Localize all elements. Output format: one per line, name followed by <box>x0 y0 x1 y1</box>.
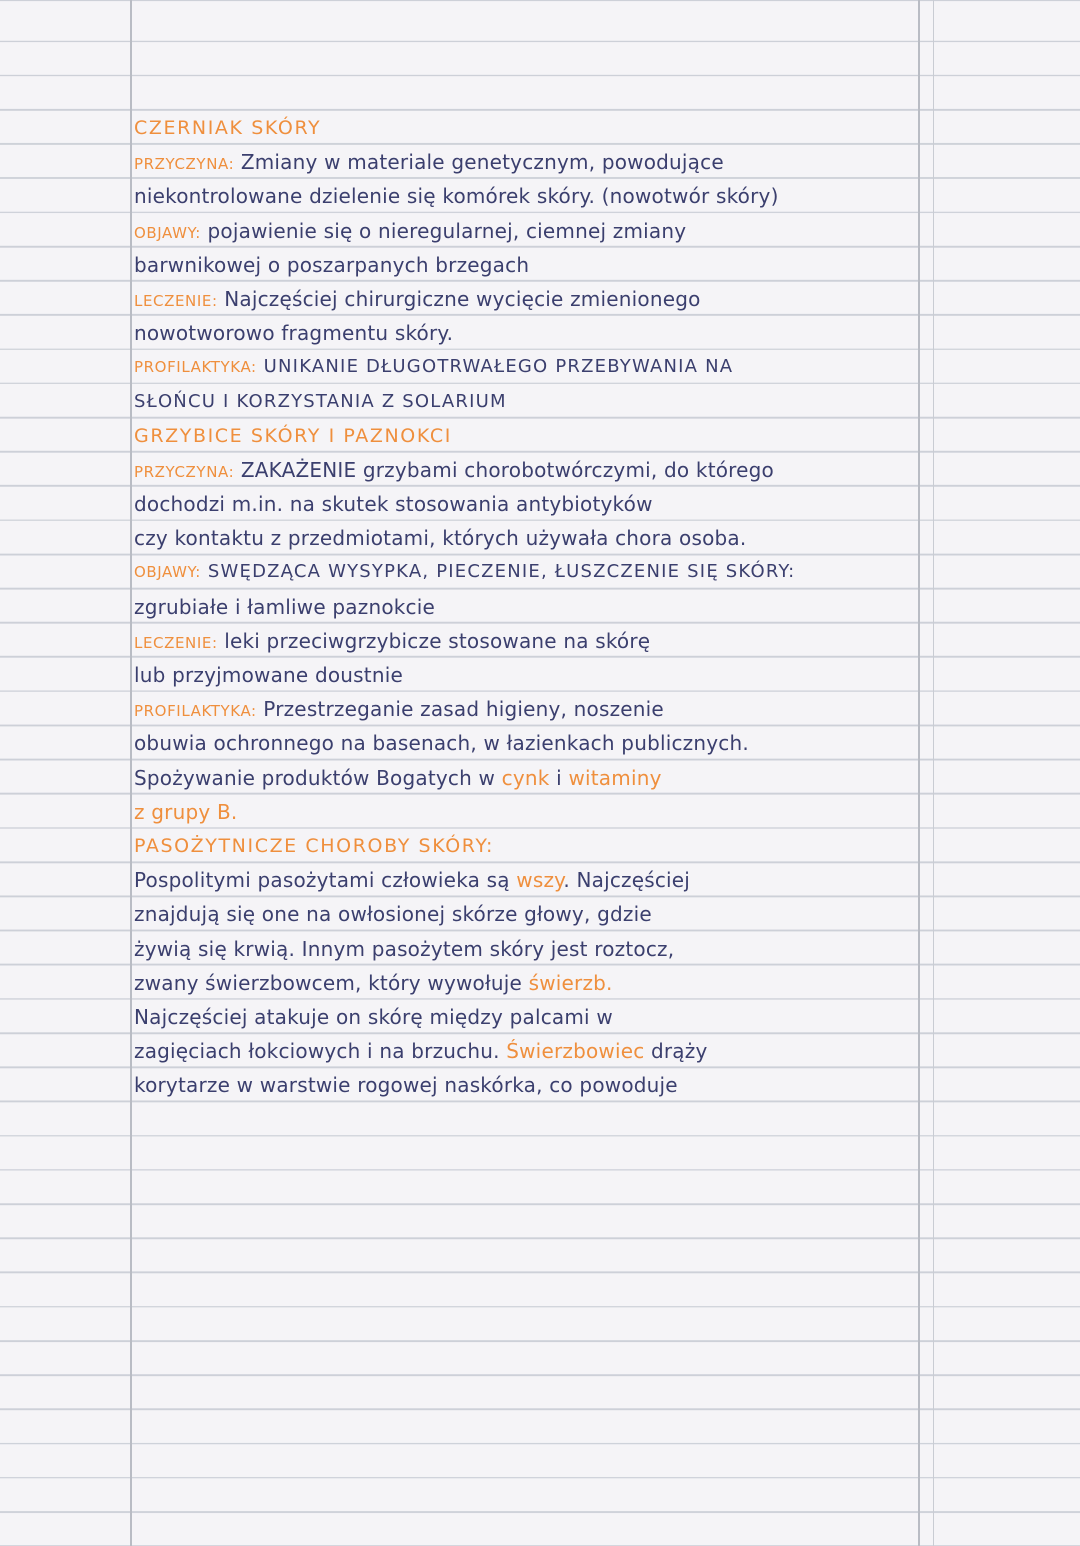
treatment-label: LECZENIE: <box>134 633 218 652</box>
fungal-cause-line-3: czy kontaktu z przedmiotami, których używała chora osoba. <box>134 526 747 551</box>
prevention-text-part: i <box>556 765 562 790</box>
highlight-lice: wszy <box>516 868 564 893</box>
melanoma-treatment-line-2: nowotworowo fragmentu skóry. <box>134 321 454 346</box>
section-title-fungal: GRZYBICE SKÓRY I PAZNOKCI <box>134 424 452 447</box>
melanoma-cause-line-1 <box>134 145 994 179</box>
highlight-zinc: cynk <box>501 765 550 790</box>
prevention-label: PROFILAKTYKA: <box>134 702 257 721</box>
fungal-prevention-line-4: z grupy B. <box>134 799 238 824</box>
prevention-label: PROFILAKTYKA: <box>134 358 257 377</box>
cause-text: ZAKAŻENIE grzybami chorobotwórczymi, do którego <box>240 457 774 482</box>
prevention-text: UNIKANIE DŁUGOTRWAŁEGO PRZEBYWANIA NA <box>263 356 734 378</box>
fungal-symptoms-line-2: zgrubiałe i łamliwe paznokcie <box>134 594 436 619</box>
parasitic-line-1 <box>134 863 994 897</box>
treatment-label: LECZENIE: <box>134 291 218 310</box>
prevention-text-part: Spożywanie produktów Bogatych w <box>134 765 496 790</box>
symptoms-text: pojawienie się o nieregularnej, ciemnej zmiany <box>207 218 687 243</box>
parasitic-text-part: . Najczęściej <box>563 868 691 893</box>
melanoma-treatment-line-1 <box>134 282 994 316</box>
highlight-scabies: świerzb. <box>528 970 613 995</box>
parasitic-line-6 <box>134 1034 994 1068</box>
highlight-scabies-mite: Świerzbowiec <box>506 1039 645 1064</box>
parasitic-text-part: zagięciach łokciowych i na brzuchu. <box>134 1039 500 1064</box>
section-title-parasitic: PASOŻYTNICZE CHOROBY SKÓRY: <box>134 834 495 857</box>
parasitic-line-3: żywią się krwią. Innym pasożytem skóry jest roztocz, <box>134 936 675 961</box>
treatment-text: leki przeciwgrzybicze stosowane na skórę <box>224 628 651 653</box>
cause-label: PRZYCZYNA: <box>134 462 235 481</box>
parasitic-text-part: drąży <box>650 1039 708 1064</box>
fungal-treatment-line-2: lub przyjmowane doustnie <box>134 663 403 687</box>
fungal-treatment-line-1 <box>134 624 994 658</box>
melanoma-prevention-line-2: SŁOŃCU I KORZYSTANIA Z SOLARIUM <box>134 390 507 412</box>
symptoms-text: SWĘDZĄCA WYSYPKA, PIECZENIE, ŁUSZCZENIE SIĘ SKÓRY: <box>207 561 796 583</box>
highlight-vitamins: witaminy <box>568 765 662 790</box>
melanoma-symptoms-line-2: barwnikowej o poszarpanych brzegach <box>134 252 530 277</box>
prevention-text: Przestrzeganie zasad higieny, noszenie <box>263 697 664 722</box>
parasitic-text-part: Pospolitymi pasożytami człowieka są <box>134 868 510 893</box>
melanoma-symptoms-line-1 <box>134 214 994 248</box>
cause-label: PRZYCZYNA: <box>134 155 235 174</box>
fungal-prevention-line-3 <box>134 761 994 795</box>
cause-text: Zmiany w materiale genetycznym, powodujące <box>240 150 724 175</box>
fungal-prevention-line-1 <box>134 692 994 726</box>
symptoms-label: OBJAWY: <box>134 223 201 242</box>
parasitic-line-7: korytarze w warstwie rogowej naskórka, co powoduje <box>134 1073 678 1098</box>
section-title-melanoma: CZERNIAK SKÓRY <box>134 117 322 139</box>
fungal-symptoms-line-1 <box>134 555 994 589</box>
left-margin-line <box>130 0 132 1546</box>
parasitic-line-4 <box>134 966 994 1000</box>
treatment-text: Najczęściej chirurgiczne wycięcie zmienionego <box>224 286 701 311</box>
notes-content <box>134 111 994 1102</box>
parasitic-line-5: Najczęściej atakuje on skórę między palcami w <box>134 1004 613 1029</box>
symptoms-label: OBJAWY: <box>134 563 201 582</box>
fungal-cause-line-1 <box>134 453 994 487</box>
fungal-prevention-line-2: obuwia ochronnego na basenach, w łazienkach publicznych. <box>134 731 749 756</box>
fungal-cause-line-2: dochodzi m.in. na skutek stosowania antybiotyków <box>134 492 653 517</box>
parasitic-line-2: znajdują się one na owłosionej skórze głowy, gdzie <box>134 902 652 927</box>
parasitic-text-part: zwany świerzbowcem, który wywołuje <box>134 970 523 995</box>
melanoma-prevention-line-1 <box>134 350 994 384</box>
melanoma-cause-line-2: niekontrolowane dzielenie się komórek skóry. (nowotwór skóry) <box>134 184 779 209</box>
